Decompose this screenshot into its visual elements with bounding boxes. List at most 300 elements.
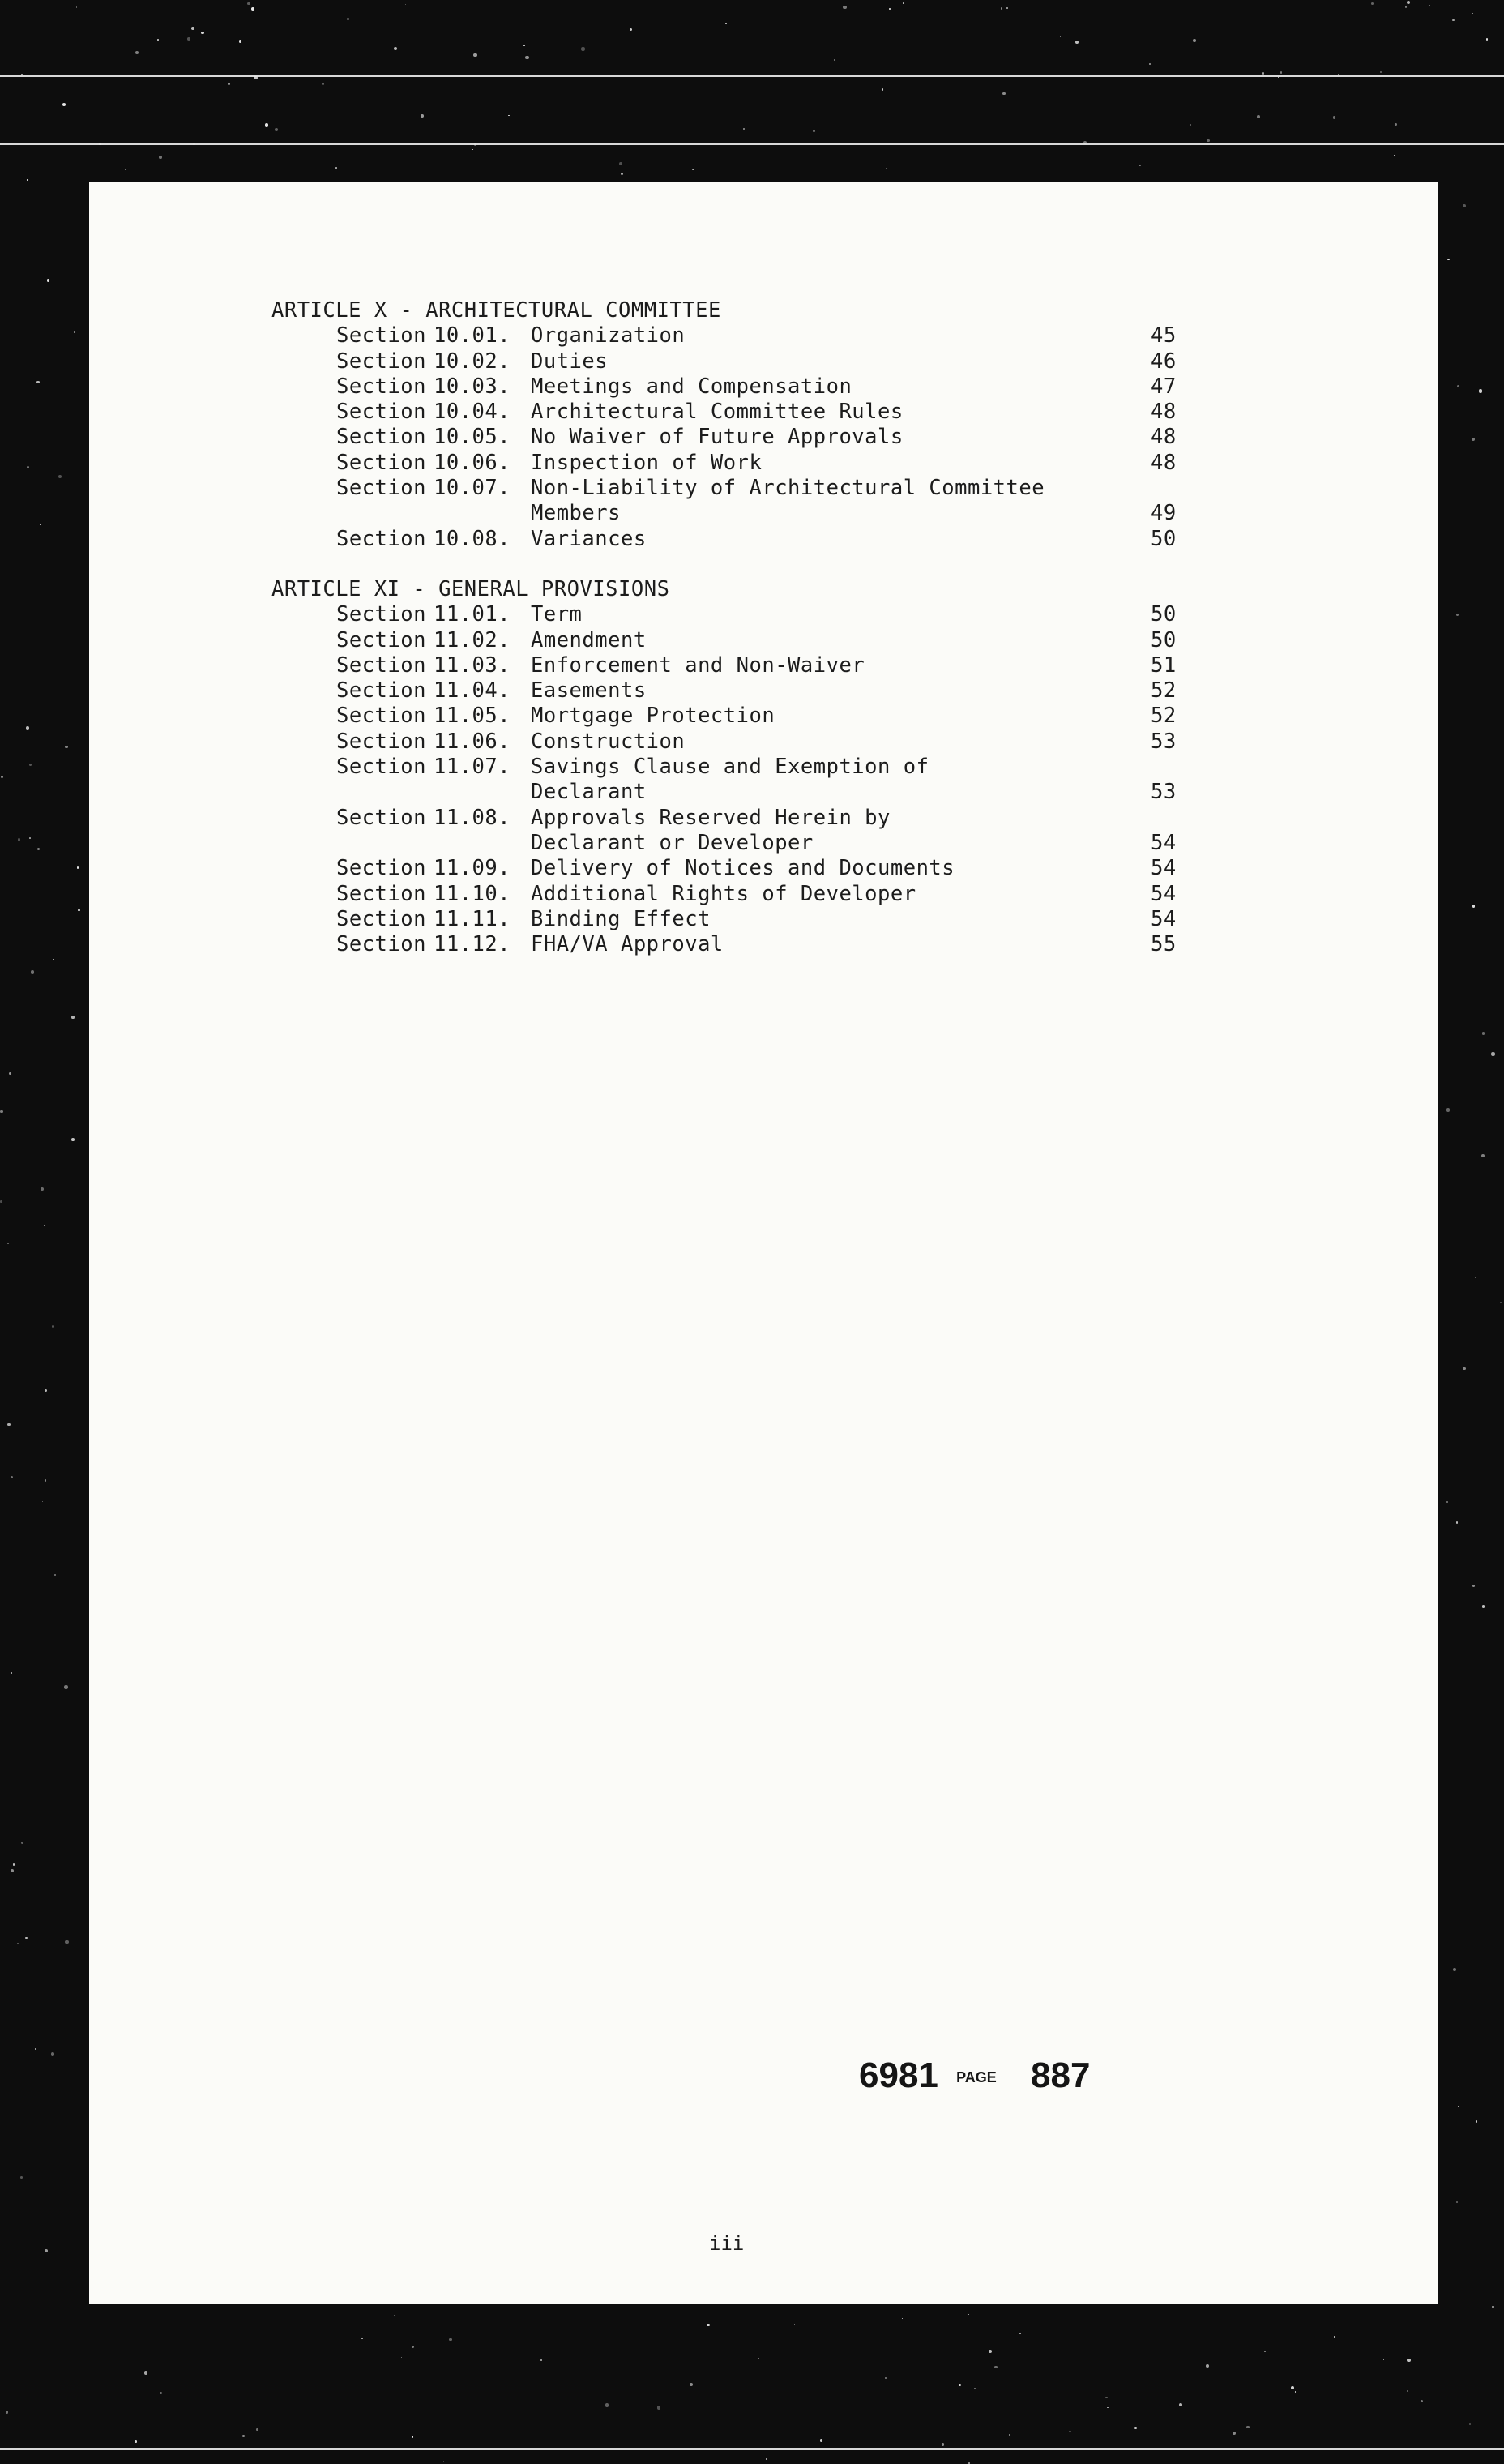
scan-speckle [989, 2350, 992, 2353]
section-title-line: Construction [531, 729, 686, 754]
section-title [531, 856, 955, 881]
toc-entry [271, 374, 1179, 400]
scan-speckle [1069, 2431, 1071, 2433]
section-title-line: Duties [531, 349, 609, 374]
section-title-line: Additional Rights of Developer [531, 881, 916, 906]
scan-speckle [1452, 19, 1454, 21]
scan-speckle [394, 47, 397, 50]
toc-entry [271, 323, 1179, 349]
scan-speckle [903, 2, 904, 4]
scan-speckle [1001, 7, 1003, 10]
scan-speckle [523, 45, 525, 47]
scan-speckle [36, 381, 39, 383]
scan-speckle [29, 764, 32, 766]
scan-speckle [412, 2346, 415, 2349]
scan-speckle [71, 1138, 75, 1141]
scan-speckle [1383, 2359, 1384, 2360]
section-title-line: Amendment [531, 627, 647, 652]
scan-speckle [1472, 905, 1476, 908]
page-folio: iii [709, 2232, 745, 2255]
scan-speckle [1463, 204, 1466, 207]
section-label: Section [336, 729, 426, 754]
scan-speckle [813, 130, 815, 132]
section-label: Section [336, 627, 426, 652]
scan-speckle [1407, 1, 1410, 4]
scan-speckle [1453, 1968, 1456, 1971]
scan-speckle [959, 2384, 961, 2386]
section-page-number: 52 [1151, 678, 1177, 704]
scan-speckle [657, 2406, 660, 2409]
document-page [89, 182, 1438, 2304]
scan-speckle [1429, 5, 1430, 6]
scan-speckle [71, 1016, 74, 1018]
scan-speckle [902, 2318, 903, 2319]
scan-speckle [974, 2388, 976, 2389]
section-label: Section [336, 400, 426, 425]
scan-speckle [1333, 116, 1335, 118]
section-label: Section [336, 526, 426, 551]
scan-speckle [20, 2176, 23, 2179]
scan-speckle [1105, 2397, 1108, 2399]
scan-speckle [1149, 63, 1151, 65]
section-page-number: 54 [1151, 856, 1177, 881]
article-heading: ARTICLE X - ARCHITECTURAL COMMITTEE [271, 298, 721, 323]
section-label: Section [336, 755, 426, 780]
scan-speckle [251, 7, 254, 11]
scan-speckle [1472, 13, 1473, 14]
section-number: 11.07. [434, 755, 511, 780]
scan-speckle [630, 28, 632, 31]
scan-speckle [743, 128, 745, 130]
section-title-line: Declarant or Developer [531, 830, 814, 855]
scan-speckle [7, 1423, 11, 1427]
scan-speckle [1, 776, 3, 778]
scan-speckle [1457, 385, 1459, 387]
section-title [531, 678, 647, 704]
toc-entry [271, 400, 1179, 425]
section-label: Section [336, 374, 426, 399]
scan-speckle [7, 1243, 9, 1244]
scan-speckle [53, 959, 54, 960]
scan-speckle [1264, 2351, 1266, 2352]
scan-speckle [228, 83, 230, 85]
scan-speckle [1395, 123, 1397, 126]
article-sections [271, 323, 1179, 552]
scan-speckle [1207, 139, 1209, 142]
scan-speckle [51, 2052, 54, 2055]
scan-speckle [47, 279, 49, 281]
section-title [531, 374, 852, 400]
scan-speckle [76, 6, 77, 7]
stamp-book-number: 6981 [859, 2055, 938, 2095]
scan-speckle [401, 2357, 402, 2358]
scan-speckle [443, 2461, 444, 2462]
section-title [531, 653, 865, 678]
section-label: Section [336, 906, 426, 931]
section-title [531, 882, 916, 907]
scan-speckle [1472, 438, 1475, 441]
scan-speckle [193, 143, 195, 146]
section-number: 10.05. [434, 425, 511, 450]
scan-speckle [1472, 1585, 1475, 1587]
scan-speckle [692, 169, 694, 170]
scan-speckle [201, 32, 204, 35]
section-title [531, 729, 685, 755]
section-number: 10.04. [434, 400, 511, 425]
scan-speckle [942, 2443, 945, 2446]
section-page-number: 52 [1151, 704, 1177, 729]
scan-speckle [125, 169, 126, 170]
section-label: Section [336, 805, 426, 830]
scan-speckle [45, 2249, 48, 2252]
section-title [531, 704, 775, 729]
scan-speckle [37, 848, 40, 850]
scan-speckle [1139, 165, 1140, 166]
scan-speckle [1278, 77, 1279, 78]
section-title-line: Organization [531, 323, 686, 349]
scan-speckle [581, 47, 584, 50]
scan-speckle [930, 113, 932, 114]
toc-entry [271, 451, 1179, 476]
scan-speckle [25, 1937, 28, 1940]
section-title [531, 400, 904, 425]
scan-speckle [1006, 7, 1008, 9]
scan-speckle [1295, 2391, 1297, 2393]
section-number: 11.03. [434, 652, 511, 678]
section-number: 10.03. [434, 374, 511, 399]
scan-speckle [412, 2436, 414, 2438]
scan-speckle [421, 114, 424, 118]
scan-speckle [1179, 2403, 1182, 2406]
scan-speckle [135, 2440, 137, 2443]
scan-speckle [77, 866, 79, 868]
bottom-rule [0, 2448, 1504, 2450]
scan-speckle [1407, 2390, 1408, 2392]
scan-speckle [187, 37, 190, 41]
scan-speckle [619, 162, 622, 165]
scan-speckle [794, 2324, 795, 2325]
scan-speckle [135, 51, 139, 54]
scan-speckle [21, 1842, 24, 1844]
section-page-number: 48 [1151, 400, 1177, 425]
scan-speckle [74, 331, 76, 333]
toc-entry [271, 932, 1179, 957]
section-title-line: Binding Effect [531, 906, 711, 931]
stamp-page-number: 887 [1031, 2055, 1091, 2095]
section-number: 11.12. [434, 932, 511, 957]
section-title [531, 425, 904, 450]
scan-speckle [621, 173, 623, 175]
scan-speckle [1491, 1052, 1494, 1055]
scan-speckle [472, 149, 473, 151]
scan-speckle [1394, 155, 1395, 156]
scan-speckle [1447, 259, 1450, 261]
scan-speckle [54, 1574, 55, 1575]
section-title [531, 755, 929, 806]
scan-speckle [31, 970, 34, 973]
section-title [531, 628, 647, 653]
toc-entry [271, 729, 1179, 755]
scan-speckle [160, 2392, 163, 2395]
scan-speckle [1233, 2432, 1236, 2435]
toc-entry [271, 349, 1179, 374]
scan-speckle [1190, 124, 1191, 126]
scan-speckle [65, 1940, 68, 1944]
scan-speckle [275, 128, 278, 131]
section-title-line: Enforcement and Non-Waiver [531, 652, 865, 678]
scan-speckle [1486, 38, 1489, 41]
section-number: 11.01. [434, 602, 511, 627]
scan-speckle [11, 1672, 12, 1674]
scan-speckle [758, 2358, 759, 2359]
section-number: 11.06. [434, 729, 511, 754]
scan-speckle [1482, 1605, 1485, 1607]
section-number: 11.09. [434, 856, 511, 881]
scan-speckle [394, 2315, 395, 2316]
scan-speckle [474, 143, 476, 146]
scan-speckle [1009, 2434, 1010, 2436]
section-title-line: Meetings and Compensation [531, 374, 852, 399]
scan-speckle [885, 2377, 887, 2379]
section-page-number: 53 [1151, 780, 1177, 805]
scan-speckle [42, 1501, 43, 1502]
section-page-number: 47 [1151, 374, 1177, 399]
section-title-line: Easements [531, 678, 647, 704]
section-title [531, 451, 762, 476]
section-title [531, 602, 582, 627]
scan-speckle [882, 2415, 883, 2416]
scan-speckle [0, 1110, 3, 1114]
scan-speckle [882, 88, 884, 91]
scan-speckle [65, 746, 68, 749]
section-title-line: Inspection of Work [531, 450, 763, 475]
scan-speckle [1372, 2329, 1374, 2330]
scan-speckle [972, 67, 973, 69]
scan-speckle [766, 2458, 767, 2460]
toc-entry [271, 907, 1179, 932]
section-number: 11.10. [434, 881, 511, 906]
scan-speckle [1446, 1108, 1450, 1111]
section-number: 10.07. [434, 476, 511, 501]
scan-speckle [239, 40, 242, 43]
scan-speckle [508, 115, 509, 116]
section-number: 11.11. [434, 906, 511, 931]
scan-speckle [35, 2048, 36, 2050]
section-title [531, 907, 711, 932]
scan-speckle [725, 23, 727, 24]
section-label: Section [336, 323, 426, 349]
scan-speckle [242, 2435, 245, 2437]
toc-entry [271, 602, 1179, 627]
section-page-number: 48 [1151, 450, 1177, 475]
section-label: Section [336, 881, 426, 906]
scan-speckle [690, 2383, 693, 2386]
toc-entry [271, 653, 1179, 678]
section-title-line: Architectural Committee Rules [531, 400, 904, 425]
scan-speckle [1481, 1154, 1485, 1157]
scan-speckle [159, 156, 162, 159]
section-page-number: 50 [1151, 526, 1177, 551]
scan-speckle [473, 53, 476, 57]
scan-speckle [1458, 2106, 1459, 2107]
scan-speckle [540, 2359, 542, 2361]
scan-speckle [994, 2366, 998, 2369]
section-label: Section [336, 678, 426, 704]
scan-speckle [1280, 71, 1283, 74]
section-title-line: Members [531, 501, 621, 526]
section-number: 10.06. [434, 450, 511, 475]
scan-speckle [843, 6, 846, 9]
toc-entry [271, 806, 1179, 857]
scan-speckle [1075, 41, 1079, 44]
section-page-number: 51 [1151, 652, 1177, 678]
scan-speckle [52, 1325, 54, 1328]
section-page-number: 53 [1151, 729, 1177, 754]
toc-entry [271, 527, 1179, 552]
scan-speckle [820, 2439, 822, 2441]
section-number: 10.02. [434, 349, 511, 374]
scan-speckle [1479, 389, 1482, 392]
section-label: Section [336, 856, 426, 881]
section-page-number: 54 [1151, 830, 1177, 855]
scan-speckle [99, 143, 100, 145]
scan-speckle [1482, 1032, 1485, 1035]
scan-speckle [41, 1187, 44, 1191]
scan-speckle [1421, 2400, 1423, 2402]
section-label: Section [336, 652, 426, 678]
scan-speckle [1371, 2, 1374, 5]
section-title-line: FHA/VA Approval [531, 932, 724, 957]
toc-entry [271, 704, 1179, 729]
scan-speckle [834, 59, 835, 61]
scan-speckle [1002, 92, 1006, 96]
scan-speckle [886, 168, 887, 169]
scan-speckle [256, 2428, 258, 2431]
scan-speckle [449, 2338, 451, 2341]
scan-speckle [1492, 2306, 1494, 2308]
toc-entry [271, 476, 1179, 527]
scan-speckle [1475, 1277, 1476, 1278]
scan-speckle [11, 1869, 14, 1872]
section-label: Section [336, 932, 426, 957]
toc-entry [271, 678, 1179, 704]
scan-speckle [1134, 2427, 1137, 2429]
recording-stamp [859, 2055, 1090, 2096]
section-number: 11.04. [434, 678, 511, 704]
section-number: 10.01. [434, 323, 511, 349]
scan-speckle [27, 466, 29, 468]
scan-speckle [29, 837, 31, 839]
scan-speckle [44, 1225, 46, 1227]
scan-speckle [1405, 6, 1407, 7]
scan-speckle [1456, 1521, 1459, 1524]
scan-speckle [1446, 1501, 1448, 1503]
section-label: Section [336, 349, 426, 374]
toc-entry [271, 628, 1179, 653]
section-title-line: Variances [531, 526, 647, 551]
scan-speckle [1107, 2407, 1109, 2409]
scan-speckle [40, 524, 41, 525]
scan-speckle [17, 1943, 19, 1944]
scan-speckle [1291, 2386, 1294, 2389]
section-number: 11.02. [434, 627, 511, 652]
scan-speckle [525, 56, 528, 59]
article-sections [271, 602, 1179, 957]
section-title-line: Savings Clause and Exemption of [531, 755, 929, 780]
section-label: Section [336, 425, 426, 450]
section-title-line: Non-Liability of Architectural Committee [531, 476, 1045, 501]
scan-speckle [1193, 39, 1196, 42]
scan-speckle [1257, 115, 1260, 118]
section-number: 10.08. [434, 526, 511, 551]
section-title [531, 806, 891, 857]
section-page-number: 48 [1151, 425, 1177, 450]
article-heading: ARTICLE XI - GENERAL PROVISIONS [271, 576, 670, 601]
scan-speckle [1407, 2359, 1410, 2362]
section-title [531, 323, 685, 349]
section-title-line: Declarant [531, 780, 647, 805]
scan-speckle [26, 726, 29, 729]
toc-entry [271, 425, 1179, 450]
scan-speckle [265, 123, 268, 126]
scan-speckle [1019, 2333, 1021, 2334]
scan-speckle [347, 18, 349, 20]
scan-speckle [361, 2338, 363, 2339]
scan-speckle [64, 1685, 67, 1688]
section-number: 11.08. [434, 805, 511, 830]
scan-speckle [9, 1072, 11, 1075]
section-label: Section [336, 476, 426, 501]
section-title [531, 476, 1045, 527]
section-number: 11.05. [434, 704, 511, 729]
section-title-line: Term [531, 602, 583, 627]
scan-speckle [1262, 72, 1263, 74]
scan-speckle [284, 2374, 285, 2376]
scan-speckle [1334, 2336, 1335, 2338]
scan-speckle [1476, 2120, 1477, 2122]
scan-speckle [605, 2403, 609, 2406]
scan-speckle [254, 76, 257, 79]
scan-speckle [13, 1863, 15, 1866]
scan-speckle [18, 838, 20, 841]
scan-speckle [1246, 2426, 1250, 2429]
section-title-line: No Waiver of Future Approvals [531, 425, 904, 450]
scan-speckle [1456, 614, 1459, 616]
section-page-number: 54 [1151, 906, 1177, 931]
scan-speckle [144, 2371, 147, 2374]
scan-speckle [191, 27, 194, 30]
section-page-number: 50 [1151, 627, 1177, 652]
scan-speckle [1456, 2201, 1458, 2203]
scan-speckle [62, 103, 66, 106]
toc-entry [271, 882, 1179, 907]
toc-entry [271, 856, 1179, 881]
top-rule-lower [0, 143, 1504, 145]
scan-speckle [58, 475, 62, 478]
section-title-line: Delivery of Notices and Documents [531, 856, 955, 881]
section-page-number: 54 [1151, 881, 1177, 906]
scan-speckle [335, 167, 337, 169]
section-title [531, 932, 724, 957]
scan-speckle [1206, 2364, 1209, 2368]
section-page-number: 50 [1151, 602, 1177, 627]
scan-speckle [889, 8, 891, 10]
scan-speckle [78, 909, 80, 912]
scan-speckle [27, 179, 28, 180]
section-label: Section [336, 704, 426, 729]
scan-speckle [11, 1476, 13, 1478]
table-of-contents [271, 298, 1179, 982]
